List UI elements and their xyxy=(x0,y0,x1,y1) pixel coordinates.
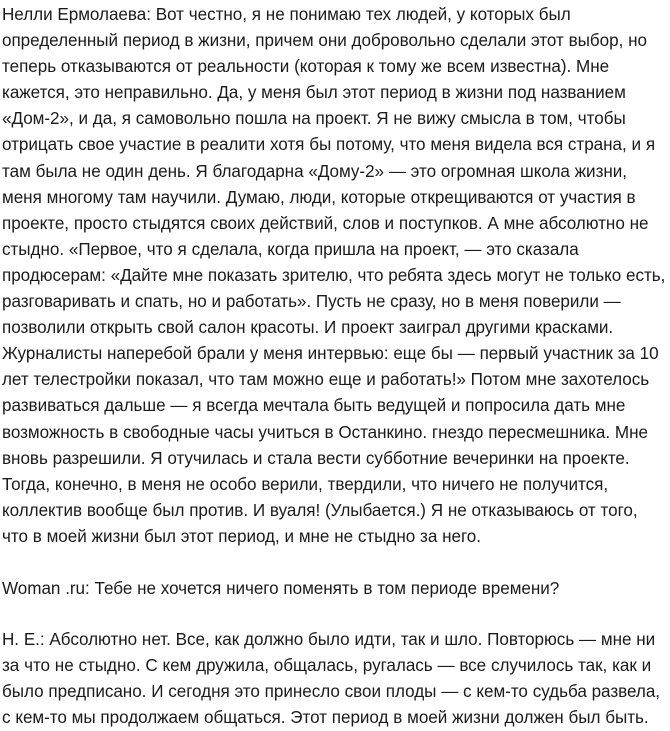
paragraph-interviewee-answer-2: Н. Е.: Абсолютно нет. Все, как должно было идти, так и шло. Повторюсь — мне ни за что не стыдно. С кем дружила, общалась, ругалась — все случилось так, как и было предписано. И сегодня это принесло свои плоды — с кем-то судьба развела, с кем-то мы продолжаем общаться. Этот период в моей жизни должен был быть. xyxy=(2,630,665,728)
paragraph-spacer xyxy=(2,602,668,627)
paragraph-spacer xyxy=(2,550,668,576)
paragraph-interviewee-answer-1: Нелли Ермолаева: Вот честно, я не понимаю тех людей, у которых был определенный период в жизни, причем они добровольно сделали этот выбор, но теперь отказываются от реальности (которая к тому же всем известна). Мне кажется, это неправильно. Да, у меня был этот период в жизни под названием «Дом-2», и да, я самовольно пошла на проект. Я не вижу смысла в том, чтобы отрицать свое участие в реалити хотя бы потому, что меня видела вся страна, и я там была не один день. Я благодарна «Дому-2» — это огромная школа жизни, меня многому там научили. Думаю, люди, которые открещиваются от участия в проекте, просто стыдятся своих действий, слов и поступков. А мне абсолютно не стыдно. «Первое, что я сделала, когда пришла на проект, — это сказала продюсерам: «Дайте мне показать зрителю, что ребята здесь могут не только есть, разговаривать и спать, но и работать». Пусть не сразу, но в меня поверили — позволили открыть свой салон красоты. И проект заиграл другими красками. Журналисты наперебой брали у меня интервью: еще бы — первый участник за 10 лет телестройки показал, что там можно еще и работать!» Потом мне захотелось развиваться дальше — я всегда мечтала быть ведущей и попросила дать мне возможность в свободные часы учиться в Останкино. гнездо пересмешника. Мне вновь разрешили. Я отучилась и стала вести субботние вечеринки на проекте. Тогда, конечно, в меня не особо верили, твердили, что ничего не получится, коллектив вообще был против. И вуаля! (Улыбается.) Я не отказываюсь от того, что в моей жизни был этот период, и мне не стыдно за него. xyxy=(2,5,670,546)
paragraph-interviewer-question-1: Woman .ru: Тебе не хочется ничего поменять в том периоде времени? xyxy=(2,578,560,598)
